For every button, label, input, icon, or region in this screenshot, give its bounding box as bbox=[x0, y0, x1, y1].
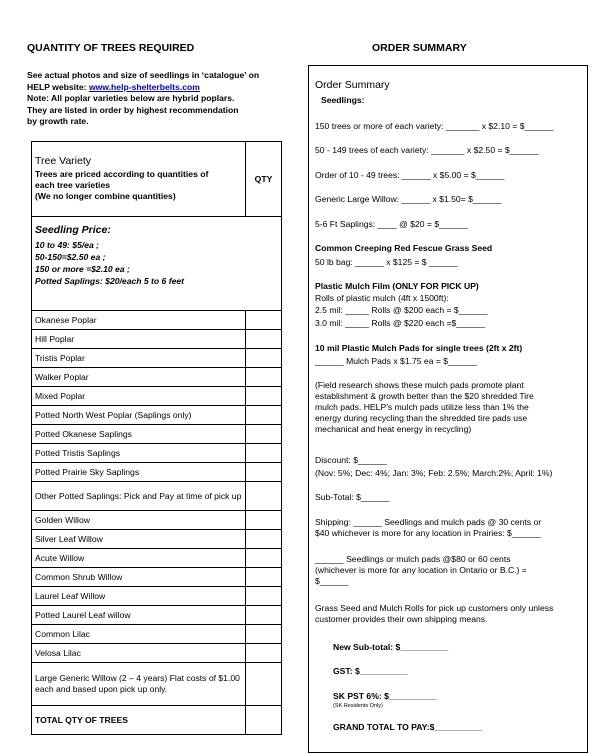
shipping-ontario bbox=[315, 554, 527, 587]
grand-total-line: GRAND TOTAL TO PAY:$__________ bbox=[333, 722, 483, 732]
tree-name: Potted Prairie Sky Saplings bbox=[32, 463, 246, 482]
pickup-note bbox=[315, 603, 553, 625]
tree-name: Common Shrub Willow bbox=[32, 568, 246, 587]
shipping-prairies bbox=[315, 517, 541, 539]
pickup-line: Grass Seed and Mulch Rolls for pick up customers only unless bbox=[315, 603, 554, 613]
research-line: mulch pads. HELP’s mulch pads utilize less than 1% the bbox=[315, 402, 529, 412]
intro-prefix: HELP website: bbox=[27, 81, 89, 92]
line-10: Order of 10 - 49 trees: ______ x $5.00 = $______ bbox=[315, 170, 505, 180]
left-heading: QUANTITY OF TREES REQUIRED bbox=[27, 42, 195, 54]
table-row bbox=[32, 511, 282, 530]
tree-name: Other Potted Saplings: Pick and Pay at time of pick up bbox=[32, 482, 246, 511]
tree-name: Velosa Lilac bbox=[32, 644, 246, 663]
table-row bbox=[32, 387, 282, 406]
line-150: 150 trees or more of each variety: _______ x $2.10 = $______ bbox=[315, 121, 554, 131]
table-row bbox=[32, 425, 282, 444]
shipping-line: Shipping: ______ Seedlings and mulch pads @ 30 cents or bbox=[315, 517, 542, 527]
line-saplings: 5-6 Ft Saplings: ____ @ $20 = $______ bbox=[315, 219, 468, 229]
tree-quantity-table bbox=[31, 141, 282, 735]
intro-line: by growth rate. bbox=[27, 116, 89, 126]
qty-cell[interactable] bbox=[246, 663, 282, 706]
table-row bbox=[32, 587, 282, 606]
shipping-line: $______ bbox=[315, 576, 349, 586]
research-line: mechanical and heat energy in recycling) bbox=[315, 424, 472, 434]
shipping-line: (whichever is more for any location in Ontario or B.C.) = bbox=[315, 565, 527, 575]
right-heading: ORDER SUMMARY bbox=[372, 42, 467, 54]
table-row bbox=[32, 368, 282, 387]
tree-name: Large Generic Willow (2 – 4 years) Flat costs of $1.00 each and based upon pick up only. bbox=[32, 663, 246, 706]
qty-cell[interactable] bbox=[246, 606, 282, 625]
price-line: Potted Saplings: $20/each 5 to 6 feet bbox=[35, 276, 185, 286]
qty-cell[interactable] bbox=[246, 625, 282, 644]
qty-cell[interactable] bbox=[246, 311, 282, 330]
intro-line: They are listed in order by highest recommendation bbox=[27, 104, 239, 115]
research-line: energy during recycling than the shredded tire pads use bbox=[315, 413, 528, 423]
tree-name: Walker Poplar bbox=[32, 368, 246, 387]
research-line: establishment & growth better than the $20 shredded Tire bbox=[315, 391, 534, 401]
qty-cell[interactable] bbox=[246, 587, 282, 606]
seedling-price bbox=[32, 217, 282, 311]
qty-cell[interactable] bbox=[246, 482, 282, 511]
table-row bbox=[32, 625, 282, 644]
pickup-line: customer provides their own shipping means. bbox=[315, 614, 488, 624]
price-title: Seedling Price: bbox=[35, 224, 111, 236]
tree-variety-header bbox=[32, 142, 246, 217]
qty-cell[interactable] bbox=[246, 568, 282, 587]
table-row bbox=[32, 349, 282, 368]
qty-cell[interactable] bbox=[246, 444, 282, 463]
qty-cell[interactable] bbox=[246, 387, 282, 406]
pst-line: SK PST 6%: $__________ bbox=[333, 691, 437, 701]
table-row bbox=[32, 644, 282, 663]
tree-variety-note: Trees are priced according to quantities of each tree varieties (We no longer combine quantities) bbox=[35, 169, 209, 201]
table-row bbox=[32, 330, 282, 349]
summary-title: Order Summary bbox=[315, 79, 390, 91]
film-line: 3.0 mil: _____ Rolls @ $220 each =$______ bbox=[315, 318, 485, 328]
grass-title: Common Creeping Red Fescue Grass Seed bbox=[315, 243, 493, 253]
intro-line: See actual photos and size of seedlings in ‘catalogue’ on bbox=[27, 70, 260, 80]
table-row bbox=[32, 444, 282, 463]
table-row bbox=[32, 606, 282, 625]
film-line: 2.5 mil: _____ Rolls @ $200 each = $______ bbox=[315, 305, 488, 315]
discount-line: Discount: $______ bbox=[315, 455, 387, 465]
grass-line: 50 lb bag: ______ x $125 = $ ______ bbox=[315, 257, 458, 267]
qty-cell[interactable] bbox=[246, 549, 282, 568]
research-note bbox=[315, 380, 534, 435]
table-row bbox=[32, 311, 282, 330]
qty-cell[interactable] bbox=[246, 644, 282, 663]
line-50: 50 - 149 trees of each variety: _______ x $2.50 = $______ bbox=[315, 145, 539, 155]
research-line: (Field research shows these mulch pads promote plant bbox=[315, 380, 524, 390]
price-row bbox=[32, 217, 282, 311]
qty-cell[interactable] bbox=[246, 349, 282, 368]
film-line: Rolls of plastic mulch (4ft x 1500ft): bbox=[315, 293, 449, 303]
shipping-line: $40 whichever is more for any location in Prairies: $______ bbox=[315, 528, 541, 538]
tree-name: Tristis Poplar bbox=[32, 349, 246, 368]
website-link[interactable]: www.help-shelterbelts.com bbox=[88, 81, 200, 92]
tree-name: Golden Willow bbox=[32, 511, 246, 530]
pads-line: ______ Mulch Pads x $1.75 ea = $______ bbox=[315, 356, 477, 366]
price-line: 50-150=$2.50 ea ; bbox=[35, 252, 106, 262]
tree-name: Potted Tristis Saplings bbox=[32, 444, 246, 463]
shipping-line: ______ Seedlings or mulch pads @$80 or 60 cents bbox=[315, 554, 511, 564]
gst-line: GST: $__________ bbox=[333, 666, 408, 676]
pst-note: (SK Residents Only) bbox=[333, 703, 383, 709]
qty-header: QTY bbox=[246, 142, 282, 217]
qty-cell[interactable] bbox=[246, 368, 282, 387]
total-qty-cell[interactable] bbox=[246, 706, 282, 735]
qty-cell[interactable] bbox=[246, 511, 282, 530]
intro-text bbox=[27, 70, 259, 128]
price-line: 150 or more =$2.10 ea ; bbox=[35, 264, 130, 274]
intro-line: Note: All poplar varieties below are hybrid poplars. bbox=[27, 93, 235, 103]
table-row bbox=[32, 406, 282, 425]
tree-name: Okanese Poplar bbox=[32, 311, 246, 330]
subtotal-line: Sub-Total: $______ bbox=[315, 492, 390, 502]
pads-title: 10 mil Plastic Mulch Pads for single trees (2ft x 2ft) bbox=[315, 343, 523, 353]
tree-variety-title: Tree Variety bbox=[35, 155, 92, 167]
tree-name: Acute Willow bbox=[32, 549, 246, 568]
tree-name: Silver Leaf Willow bbox=[32, 530, 246, 549]
new-subtotal-line: New Sub-total: $__________ bbox=[333, 642, 449, 652]
table-row bbox=[32, 530, 282, 549]
tree-name: Mixed Poplar bbox=[32, 387, 246, 406]
qty-cell[interactable] bbox=[246, 425, 282, 444]
price-line: 10 to 49: $5/ea ; bbox=[35, 240, 100, 250]
intro-line bbox=[27, 82, 259, 94]
table-row bbox=[32, 568, 282, 587]
tree-name: Potted Okanese Saplings bbox=[32, 425, 246, 444]
qty-cell[interactable] bbox=[246, 330, 282, 349]
table-row bbox=[32, 482, 282, 511]
total-label: TOTAL QTY OF TREES bbox=[32, 706, 246, 735]
qty-cell[interactable] bbox=[246, 463, 282, 482]
seedlings-label: Seedlings: bbox=[321, 95, 365, 105]
tree-name: Laurel Leaf Willow bbox=[32, 587, 246, 606]
tree-name: Potted Laurel Leaf willow bbox=[32, 606, 246, 625]
tree-name: Common Lilac bbox=[32, 625, 246, 644]
line-willow: Generic Large Willow: ______ x $1.50= $______ bbox=[315, 194, 502, 204]
qty-cell[interactable] bbox=[246, 530, 282, 549]
table-row bbox=[32, 463, 282, 482]
tree-name: Hill Poplar bbox=[32, 330, 246, 349]
discount-detail: (Nov: 5%; Dec: 4%; Jan: 3%; Feb: 2.5%; March:2%; April: 1%) bbox=[315, 468, 553, 478]
total-row bbox=[32, 706, 282, 735]
table-header-row bbox=[32, 142, 282, 217]
film-title: Plastic Mulch Film (ONLY FOR PICK UP) bbox=[315, 281, 479, 291]
table-row bbox=[32, 663, 282, 706]
table-row bbox=[32, 549, 282, 568]
qty-cell[interactable] bbox=[246, 406, 282, 425]
tree-name: Potted North West Poplar (Saplings only) bbox=[32, 406, 246, 425]
